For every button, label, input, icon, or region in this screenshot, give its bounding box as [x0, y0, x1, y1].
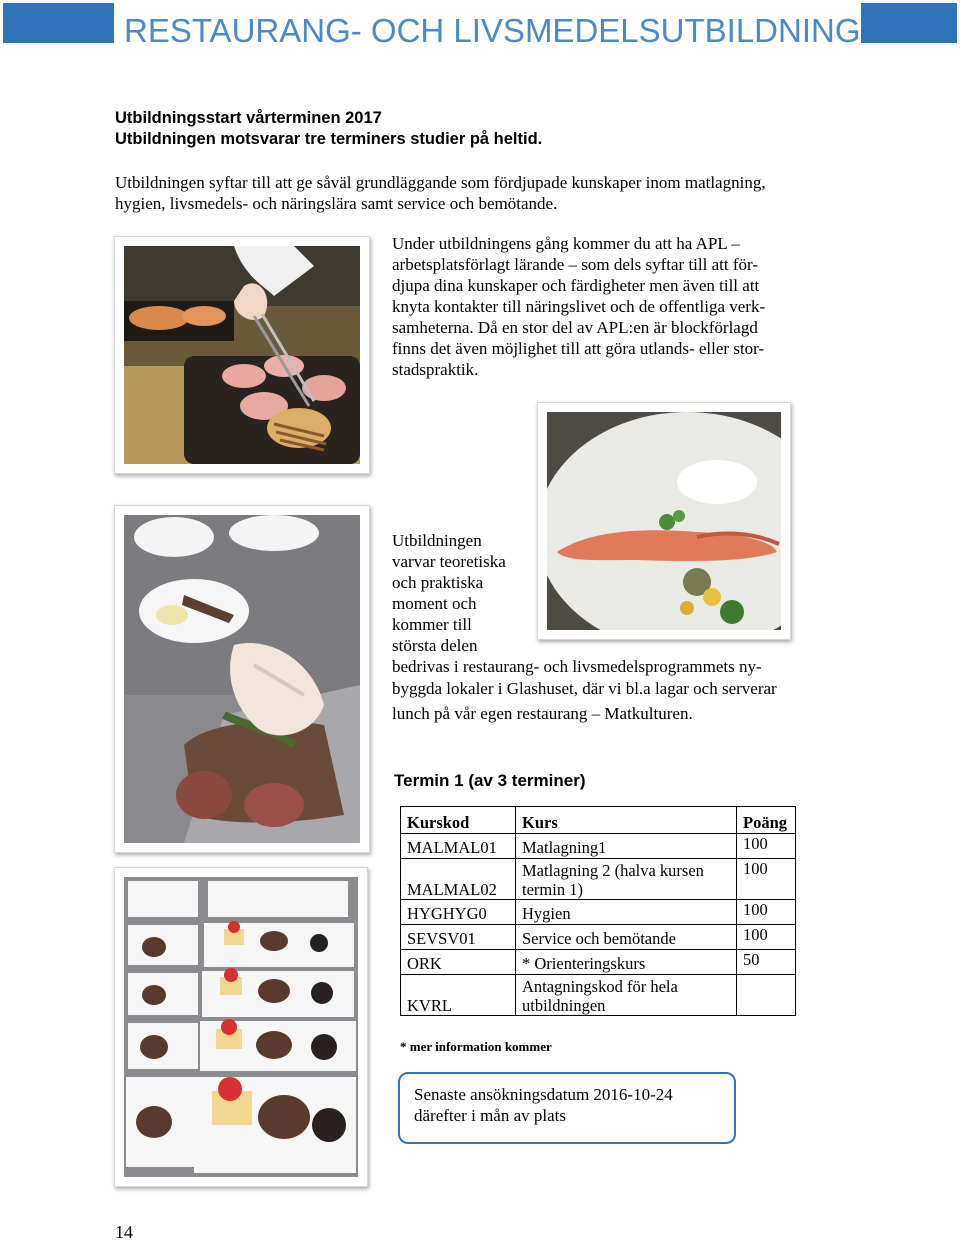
varied-line: bedrivas i restaurang- och livsmedelsprogrammets ny- [392, 657, 762, 676]
column-header-course: Kurs [516, 807, 737, 834]
course-name [516, 859, 737, 900]
table-row [401, 975, 796, 1016]
course-code: HYGHYG0 [401, 900, 516, 925]
lamb-image [124, 515, 360, 843]
deadline-note: därefter i mån av plats [414, 1106, 566, 1125]
course-name: * Orienteringskurs [516, 950, 737, 975]
apl-line: arbetsplatsförlagt lärande – som dels syftar till att för- [392, 255, 758, 274]
column-header-code: Kurskod [401, 807, 516, 834]
apl-line: djupa dina kunskaper och färdigheter men även till att [392, 276, 760, 295]
course-name-line: utbildningen [522, 996, 606, 1015]
grill-image [124, 246, 360, 464]
apl-line: stadspraktik. [392, 360, 479, 379]
desserts-image [124, 877, 358, 1177]
deadline-box [398, 1072, 736, 1144]
course-name: Matlagning1 [516, 834, 737, 859]
course-points: 50 [737, 950, 796, 975]
course-name [516, 975, 737, 1016]
varied-line: moment och [392, 594, 477, 613]
varied-line: kommer till [392, 615, 472, 634]
term-heading: Termin 1 (av 3 terminer) [394, 771, 586, 790]
varied-line: största delen [392, 636, 478, 655]
intro-paragraph-line: hygien, livsmedels- och näringslära samt service och bemötande. [115, 194, 558, 213]
table-header-row [401, 807, 796, 834]
varied-line: lunch på vår egen restaurang – Matkulturen. [392, 704, 693, 723]
deadline-line: Senaste ansökningsdatum 2016-10-24 [414, 1085, 673, 1104]
course-points: 100 [737, 900, 796, 925]
course-code: ORK [401, 950, 516, 975]
page-title: RESTAURANG- OCH LIVSMEDELSUTBILDNING [124, 12, 861, 49]
course-code: MALMAL01 [401, 834, 516, 859]
header-bar-left [3, 3, 114, 43]
varied-line: Utbildningen [392, 531, 482, 550]
page-number: 14 [115, 1222, 133, 1242]
table-row [401, 925, 796, 950]
course-name-line: Matlagning 2 (halva kursen [522, 861, 704, 880]
course-name: Service och bemötande [516, 925, 737, 950]
intro-duration-line: Utbildningen motsvarar tre terminers studier på heltid. [115, 130, 543, 148]
table-row [401, 900, 796, 925]
course-name-line: Antagningskod för hela [522, 977, 678, 996]
photo-desserts [114, 867, 368, 1187]
varied-paragraph [392, 530, 777, 724]
course-code: KVRL [401, 975, 516, 1016]
course-points: 100 [737, 834, 796, 859]
varied-line: varvar teoretiska [392, 552, 506, 571]
course-code: MALMAL02 [401, 859, 516, 900]
intro-heading [115, 108, 542, 150]
intro-paragraph-line: Utbildningen syftar till att ge såväl grundläggande som fördjupade kunskaper inom matlagning, [115, 173, 766, 192]
apl-paragraph [392, 233, 765, 380]
course-points: 100 [737, 859, 796, 900]
intro-start-line: Utbildningsstart vårterminen 2017 [115, 109, 382, 127]
table-row [401, 834, 796, 859]
photo-grill [114, 236, 370, 474]
apl-line: Under utbildningens gång kommer du att ha APL – [392, 234, 740, 253]
table-footnote: * mer information kommer [400, 1039, 552, 1054]
apl-line: knyta kontakter till näringslivet och de offentliga verk- [392, 297, 766, 316]
course-code: SEVSV01 [401, 925, 516, 950]
photo-lamb [114, 505, 370, 853]
header-bar-right [861, 3, 957, 43]
varied-line: byggda lokaler i Glashuset, där vi bl.a lagar och serverar [392, 679, 777, 698]
courses-table [400, 806, 796, 1016]
column-header-points: Poäng [737, 807, 796, 834]
apl-line: finns det även möjlighet till att göra utlands- eller stor- [392, 339, 765, 358]
course-points: 100 [737, 925, 796, 950]
course-name: Hygien [516, 900, 737, 925]
varied-line: och praktiska [392, 573, 484, 592]
course-points [737, 975, 796, 1016]
course-name-line: termin 1) [522, 880, 583, 899]
intro-paragraph [115, 172, 766, 214]
table-row [401, 950, 796, 975]
apl-line: samheterna. Då en stor del av APL:en är blockförlagd [392, 318, 758, 337]
table-row [401, 859, 796, 900]
